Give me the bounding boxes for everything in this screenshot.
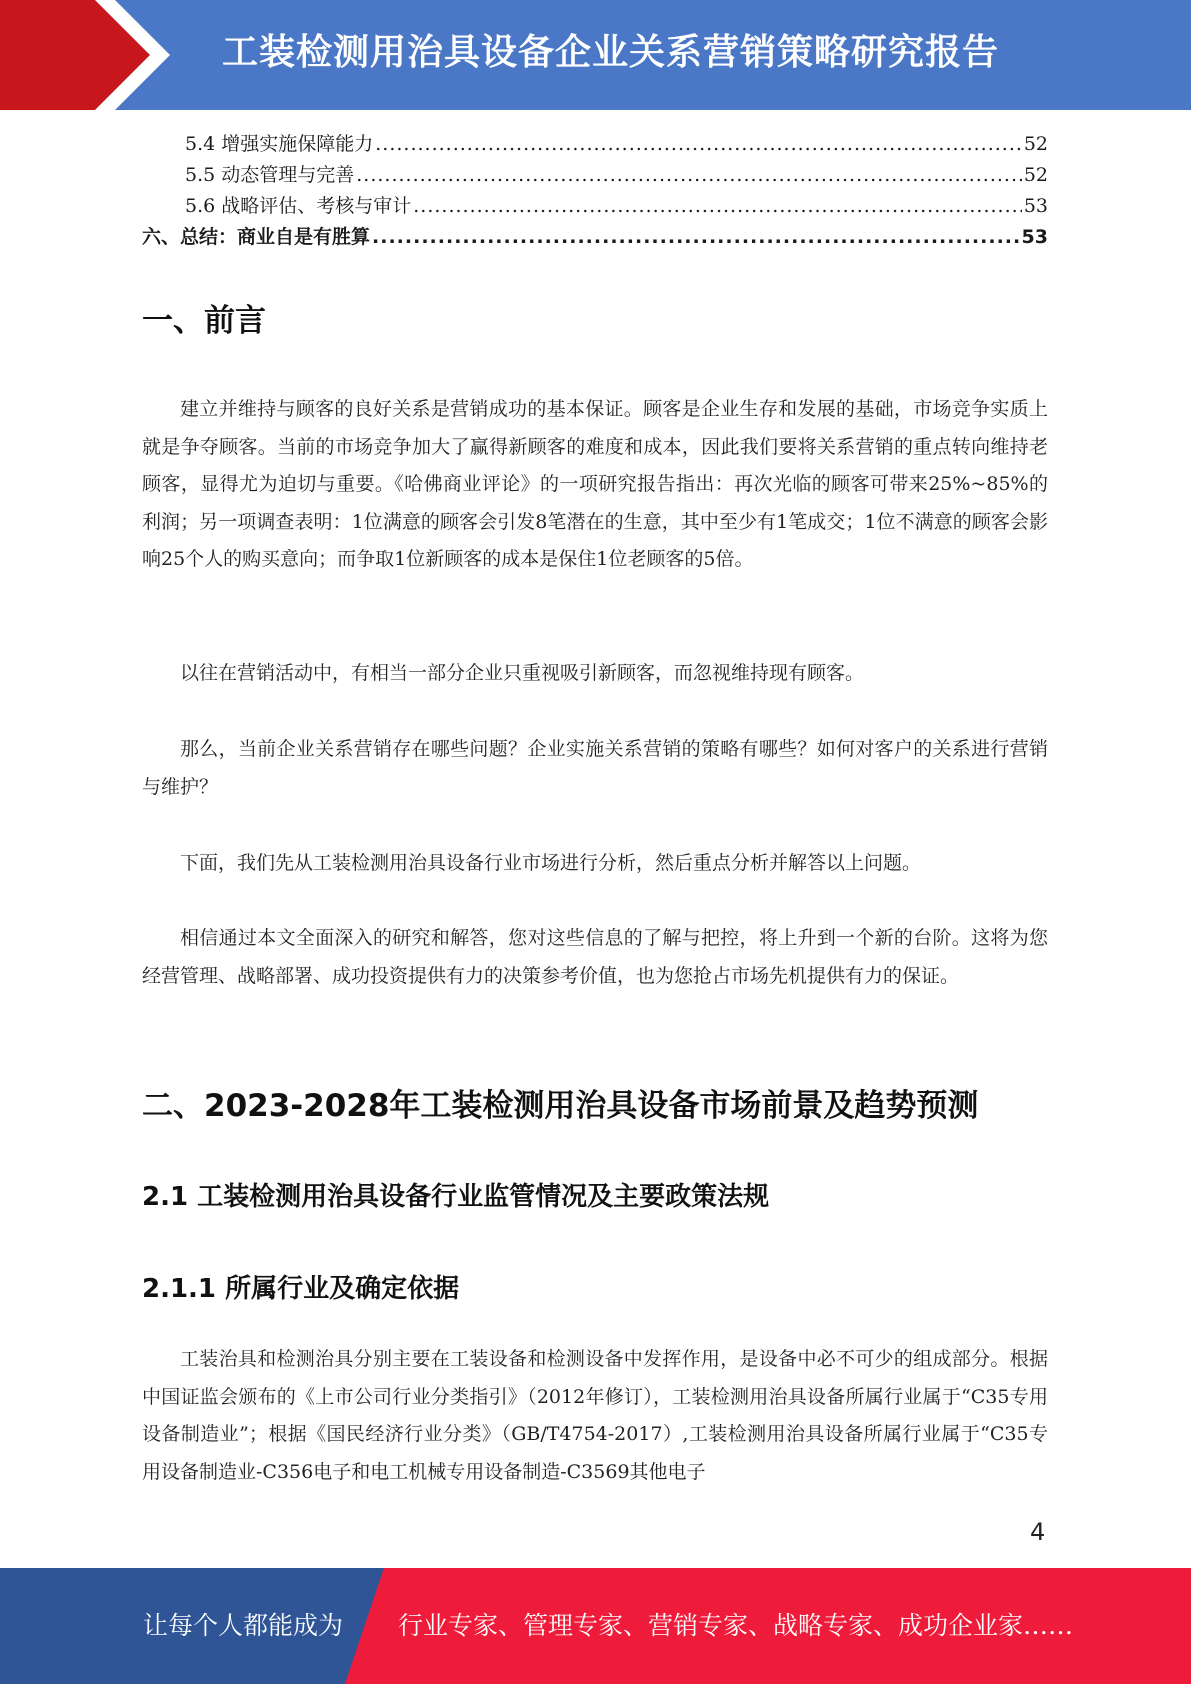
report-title: 工装检测用治具设备企业关系营销策略研究报告 [222, 32, 1000, 73]
paragraph: 工装治具和检测治具分别主要在工装设备和检测设备中发挥作用，是设备中必不可少的组成部分。根据中国证监会颁布的《上市公司行业分类指引》（2012年修订），工装检测用治具设备所属行业属于“C35专用设备制造业”；根据《国民经济行业分类》（GB/T4754-2017）,工装检测用治具设备所属行业属于“C35专用设备制造业-C356电子和电工机械专用设备制造-C3569其他电子 [142, 1348, 1048, 1483]
toc-item-label: 六、总结：商业自是有胜算 [142, 226, 371, 248]
toc-leader-dots [375, 129, 1022, 160]
toc-item-label: 5.4 增强实施保障能力 [185, 133, 374, 155]
toc-item-page: 53 [1021, 226, 1048, 248]
table-of-contents [142, 129, 1048, 253]
paragraph: 以往在营销活动中，有相当一部分企业只重视吸引新顾客，而忽视维持现有顾客。 [180, 662, 865, 684]
section-heading: 二、2023-2028年工装检测用治具设备市场前景及趋势预测 [142, 1088, 979, 1124]
footer-slogan-right: 行业专家、管理专家、营销专家、战略专家、成功企业家…… [398, 1611, 1074, 1640]
subsection-heading: 2.1 工装检测用治具设备行业监管情况及主要政策法规 [142, 1182, 770, 1212]
toc-item[interactable] [142, 129, 1048, 160]
toc-item[interactable] [142, 191, 1048, 222]
section-heading: 一、前言 [142, 303, 266, 339]
paragraph: 相信通过本文全面深入的研究和解答，您对这些信息的了解与把控，将上升到一个新的台阶。这将为您经营管理、战略部署、成功投资提供有力的决策参考价值，也为您抢占市场先机提供有力的保证。 [142, 927, 1048, 987]
toc-leader-dots [413, 191, 1022, 222]
toc-leader-dots [372, 222, 1020, 253]
toc-item[interactable] [142, 222, 1048, 253]
toc-item-page: 52 [1023, 164, 1048, 186]
paragraph: 那么，当前企业关系营销存在哪些问题？企业实施关系营销的策略有哪些？如何对客户的关系进行营销与维护？ [142, 738, 1048, 798]
toc-item-label: 5.6 战略评估、考核与审计 [185, 195, 412, 217]
footer-slogan-left: 让每个人都能成为 [143, 1611, 344, 1640]
toc-item[interactable] [142, 160, 1048, 191]
paragraph: 下面，我们先从工装检测用治具设备行业市场进行分析，然后重点分析并解答以上问题。 [180, 852, 922, 874]
paragraph: 建立并维持与顾客的良好关系是营销成功的基本保证。顾客是企业生存和发展的基础，市场竞争实质上就是争夺顾客。当前的市场竞争加大了赢得新顾客的难度和成本，因此我们要将关系营销的重点转向维持老顾客，显得尤为迫切与重要。《哈佛商业评论》的一项研究报告指出：再次光临的顾客可带来25%~85%的利润；另一项调查表明：1位满意的顾客会引发8笔潜在的生意，其中至少有1笔成交；1位不满意的顾客会影响25个人的购买意向；而争取1位新顾客的成本是保住1位老顾客的5倍。 [142, 398, 1048, 570]
toc-item-label: 5.5 动态管理与完善 [185, 164, 355, 186]
toc-item-page: 52 [1023, 133, 1048, 155]
toc-item-page: 53 [1023, 195, 1048, 217]
toc-leader-dots [356, 160, 1022, 191]
subsubsection-heading: 2.1.1 所属行业及确定依据 [142, 1274, 460, 1304]
page-number: 4 [1030, 1518, 1046, 1546]
footer-banner [0, 1568, 1191, 1684]
header-banner [0, 0, 1191, 110]
